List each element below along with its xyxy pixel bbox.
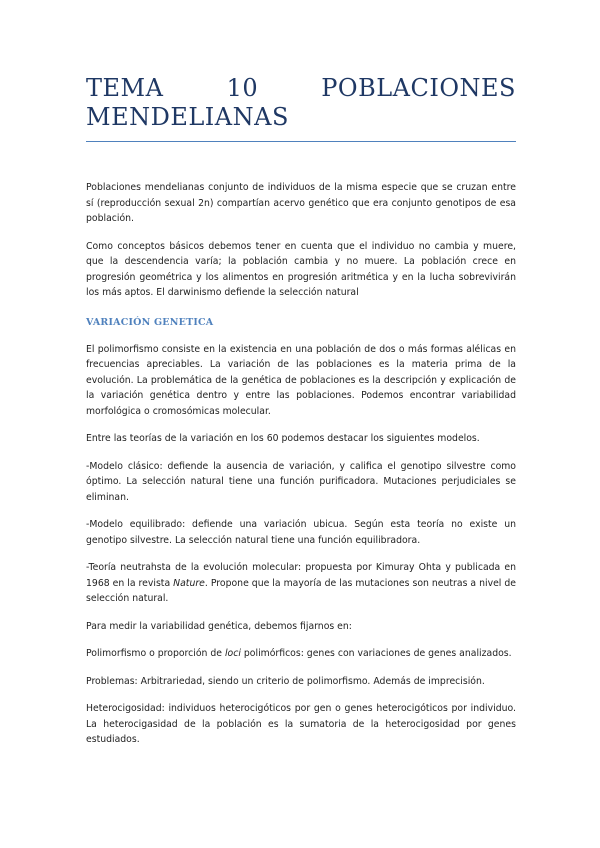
title-word-poblaciones: POBLACIONES <box>321 74 516 102</box>
paragraph-polimorfismo-loci <box>86 646 516 662</box>
paragraph-problemas: Problemas: Arbitrariedad, siendo un criterio de polimorfismo. Además de imprecisión. <box>86 675 485 687</box>
document-page <box>86 0 516 760</box>
title-word-tema: TEMA <box>86 74 164 102</box>
text-run: . Propone que la mayoría de las mutaciones son neutras a nivel de selección natural. <box>86 577 516 604</box>
text-run: polimórficos: genes con variaciones de genes analizados. <box>240 648 512 659</box>
document-body <box>86 180 516 748</box>
section-heading-variacion: VARIACIÓN GENETICA <box>86 316 214 328</box>
text-run: Polimorfismo o proporción de <box>86 648 225 659</box>
title-line-1 <box>86 74 516 103</box>
page-title <box>86 74 516 132</box>
paragraph-teorias: Entre las teorías de la variación en los 60 podemos destacar los siguientes modelos. <box>86 433 480 444</box>
text-run-italic: Nature <box>173 577 205 589</box>
paragraph-basic-concepts: Como conceptos básicos debemos tener en cuenta que el individuo no cambia y muere, que la descendencia varía; la población cambia y no muere. La población crece en progresión geométrica y los alimentos en progresión aritmética y en la lucha sobrevivirán los más aptos. El darwinismo defiende la selección natural <box>86 240 516 298</box>
title-line-2: MENDELIANAS <box>86 103 289 131</box>
paragraph-medir-variabilidad: Para medir la variabilidad genética, debemos fijarnos en: <box>86 620 352 632</box>
paragraph-teoria-neutralista <box>86 560 516 607</box>
paragraph-polimorfismo: El polimorfismo consiste en la existencia en una población de dos o más formas alélicas en frecuencias apreciables. La variación de las poblaciones es la materia prima de la evolución. La problemática de la genética de poblaciones es la descripción y explicación de la variación genética dentro y entre las poblaciones. Podemos encontrar variabilidad morfológica o cromosómicas molecular. <box>86 343 516 417</box>
title-divider <box>86 141 516 142</box>
paragraph-definition: Poblaciones mendelianas conjunto de individuos de la misma especie que se cruzan entre sí (reproducción sexual 2n) compartían acervo genético que era conjunto genotipos de esa población. <box>86 182 516 224</box>
paragraph-modelo-clasico: -Modelo clásico: defiende la ausencia de variación, y califica el genotipo silvestre como óptimo. La selección natural tiene una función purificadora. Mutaciones perjudiciales se eliminan. <box>86 460 516 503</box>
paragraph-modelo-equilibrado: -Modelo equilibrado: defiende una variación ubicua. Según esta teoría no existe un genotipo silvestre. La selección natural tiene una función equilibradora. <box>86 519 516 546</box>
text-run: -Teoría neutrahsta de la evolución molecular: propuesta por Kimuray Ohta y publicada en 1968 en la revista <box>86 562 516 589</box>
text-run-italic: loci <box>224 648 241 659</box>
paragraph-heterocigosidad: Heterocigosidad: individuos heterocigóticos por gen o genes heterocigóticos por individuo. La heterocigasidad de la población es la sumatoria de la heterocigosidad por genes estudiados. <box>86 703 516 745</box>
title-word-number: 10 <box>226 74 259 102</box>
